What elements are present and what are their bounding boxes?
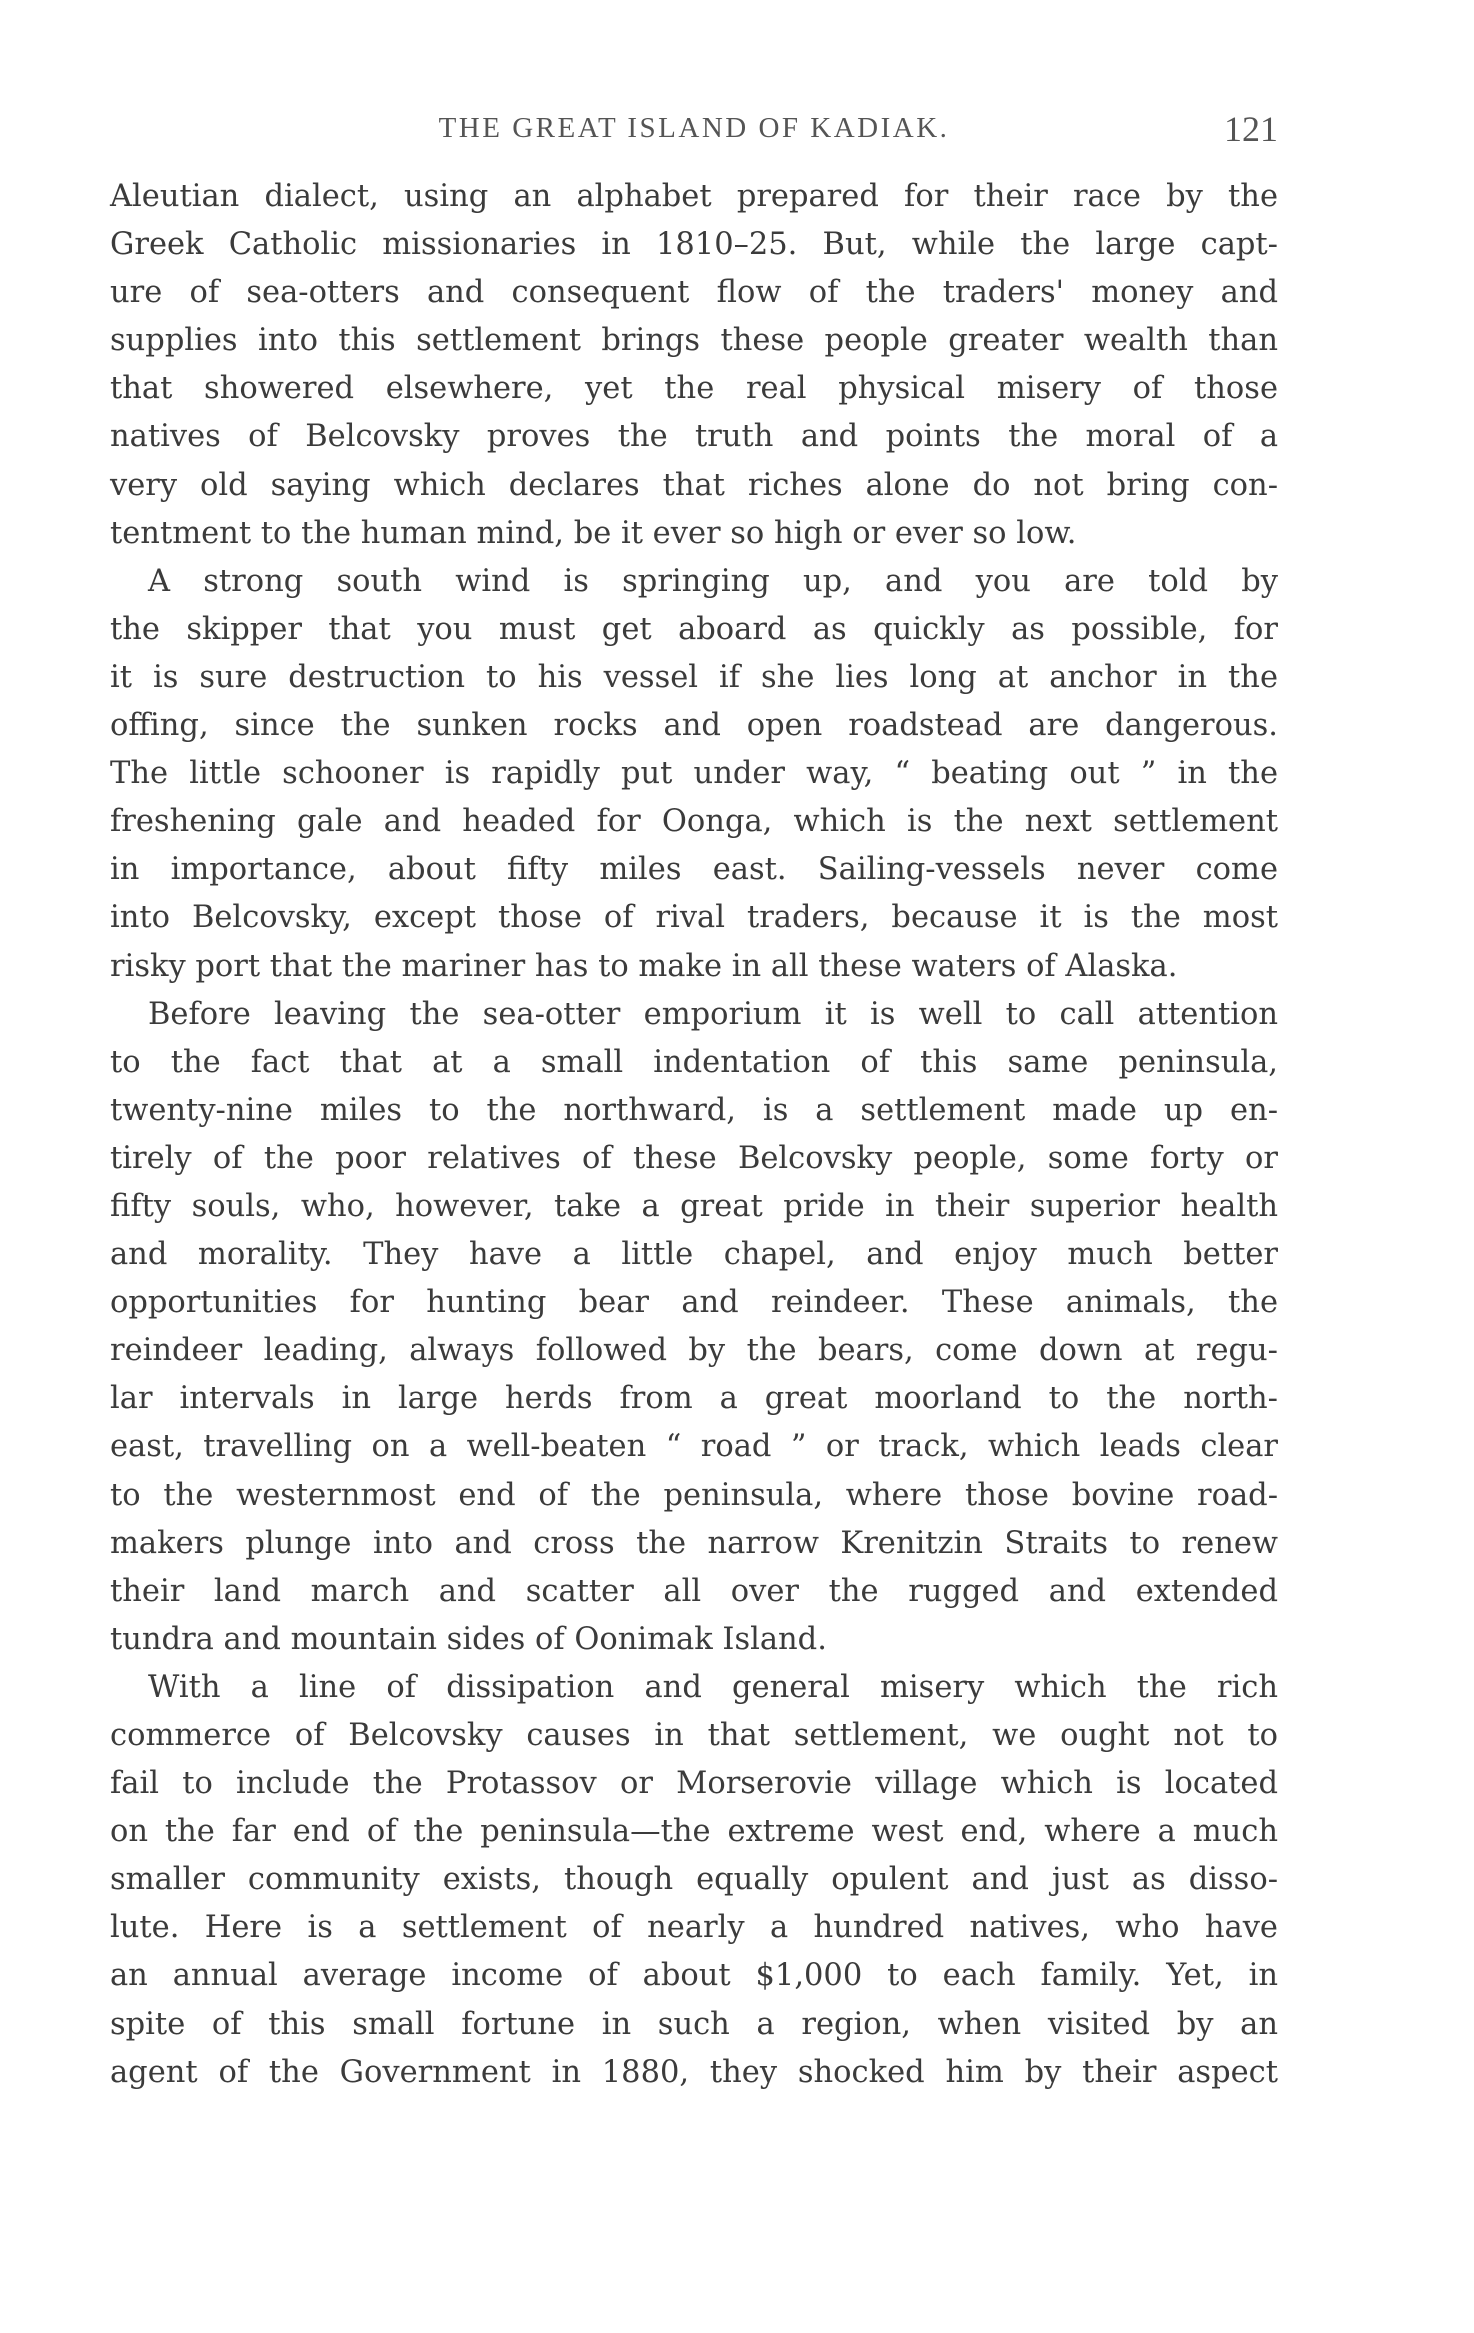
text-line: very old saying which declares that riches alone do not bring con-	[110, 467, 1278, 503]
text-line: Greek Catholic missionaries in 1810–25. But, while the large capt-	[110, 227, 1278, 263]
text-line: ure of sea-otters and consequent flow of the traders' money and	[110, 275, 1278, 311]
running-head-title: THE GREAT ISLAND OF KADIAK.	[438, 112, 950, 144]
text-line: Aleutian dialect, using an alphabet prepared for their race by the	[110, 179, 1278, 214]
text-line: risky port that the mariner has to make in all these waters of Alaska.	[110, 948, 1178, 984]
text-line: freshening gale and headed for Oonga, which is the next settlement	[110, 804, 1278, 840]
text-line: to the fact that at a small indentation of this same peninsula,	[110, 1044, 1278, 1080]
text-line: A strong south wind is springing up, and you are told by	[148, 563, 1278, 599]
text-line: an annual average income of about $1,000 to each family. Yet, in	[110, 1958, 1278, 1994]
text-line: in importance, about fifty miles east. Sailing-vessels never come	[110, 852, 1278, 888]
text-line: the skipper that you must get aboard as quickly as possible, for	[110, 611, 1278, 647]
text-line: Before leaving the sea-otter emporium it is well to call attention	[148, 996, 1278, 1032]
text-line: east, travelling on a well-beaten “ road ” or track, which leads clear	[110, 1429, 1278, 1465]
text-line: their land march and scatter all over the rugged and extended	[110, 1573, 1278, 1609]
text-line: With a line of dissipation and general misery which the rich	[148, 1669, 1278, 1705]
text-line: tentment to the human mind, be it ever so high or ever so low.	[110, 515, 1077, 551]
text-line: it is sure destruction to his vessel if she lies long at anchor in the	[110, 659, 1278, 695]
text-line: makers plunge into and cross the narrow Krenitzin Straits to renew	[110, 1525, 1278, 1561]
text-line: commerce of Belcovsky causes in that settlement, we ought not to	[110, 1718, 1278, 1753]
text-line: agent of the Government in 1880, they shocked him by their aspect	[110, 2054, 1278, 2090]
text-line: The little schooner is rapidly put under way, “ beating out ” in the	[110, 756, 1278, 792]
text-line: and morality. They have a little chapel, and enjoy much better	[110, 1237, 1278, 1273]
text-line: opportunities for hunting bear and reindeer. These animals, the	[110, 1285, 1278, 1321]
text-line: smaller community exists, though equally opulent and just as disso-	[110, 1862, 1278, 1898]
text-line: into Belcovsky, except those of rival traders, because it is the most	[110, 900, 1278, 936]
text-line: fifty souls, who, however, take a great pride in their superior health	[110, 1188, 1278, 1224]
text-line: on the far end of the peninsula—the extreme west end, where a much	[110, 1814, 1278, 1850]
body-text	[110, 173, 1278, 2097]
text-line: offing, since the sunken rocks and open roadstead are dangerous.	[110, 708, 1278, 744]
page-number: 121	[1224, 109, 1278, 149]
text-line: that showered elsewhere, yet the real physical misery of those	[110, 371, 1278, 407]
text-line: twenty-nine miles to the northward, is a settlement made up en-	[110, 1092, 1278, 1128]
running-head	[110, 108, 1278, 152]
text-line: to the westernmost end of the peninsula, where those bovine road-	[110, 1477, 1278, 1513]
text-line: spite of this small fortune in such a region, when visited by an	[110, 2006, 1278, 2042]
text-line: tirely of the poor relatives of these Belcovsky people, some forty or	[110, 1140, 1278, 1176]
text-line: lar intervals in large herds from a great moorland to the north-	[110, 1381, 1278, 1417]
text-line: reindeer leading, always followed by the bears, come down at regu-	[110, 1333, 1278, 1369]
text-line: natives of Belcovsky proves the truth and points the moral of a	[110, 419, 1278, 455]
text-line: fail to include the Protassov or Morserovie village which is located	[110, 1766, 1278, 1802]
text-line: lute. Here is a settlement of nearly a hundred natives, who have	[110, 1910, 1278, 1946]
text-line: tundra and mountain sides of Oonimak Island.	[110, 1621, 827, 1657]
text-line: supplies into this settlement brings these people greater wealth than	[110, 323, 1278, 359]
